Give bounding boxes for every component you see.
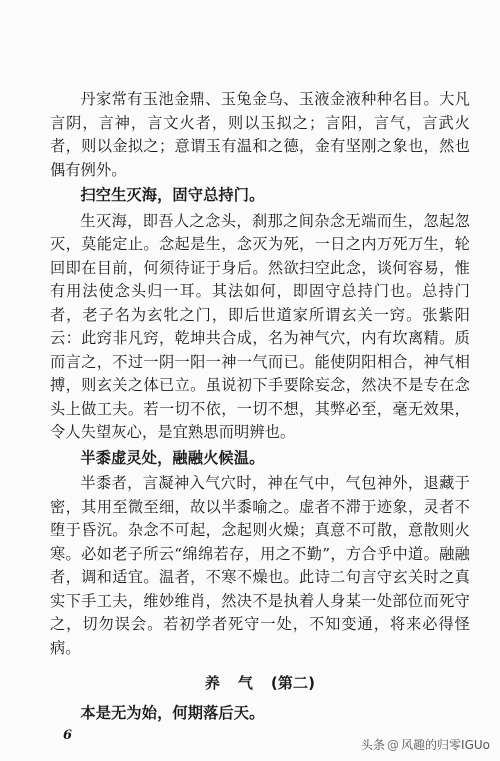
verse-heading-3: 本是无为始，何期落后天。 bbox=[80, 703, 265, 722]
section-title bbox=[50, 672, 470, 696]
page-content bbox=[50, 88, 470, 727]
page-number: 6 bbox=[63, 728, 73, 743]
section-title-sub: (第二) bbox=[270, 674, 316, 692]
verse-heading-2: 半黍虚灵处，融融火候温。 bbox=[80, 448, 265, 467]
watermark-separator: @ bbox=[387, 737, 400, 752]
watermark bbox=[361, 736, 490, 753]
verse-heading-1: 扫空生灭海，固守总持门。 bbox=[80, 186, 265, 204]
paragraph-birth-death-sea: 生灭海，即吾人之念头，刹那之间杂念无端而生，忽起忽灭，莫能定止。念起是生，念灭为死，一日之内万死万生，轮回即在目前，何须待证于身后。然欲扫空此念，谈何容易，惟有用法使念头归一耳。其法如何，即固守总持门也。总持门者，老子名为玄牝之门，即后世道家所谓玄关一窍。张紫阳云：此窍非凡窍，乾坤共合成，名为神气穴，内有坎离精。质而言之，不过一阴一阳一神一气而已。能使阴阳相合，神气相搏，则玄关之体已立。虽说初下手要除妄念，然决不是专在念头上做工夫。若一切不依，一切不想，其弊必至，毫无效果，令人失望灰心，是宜熟思而明辨也。 bbox=[50, 211, 470, 441]
paragraph-half-grain: 半黍者，言凝神入气穴时，神在气中，气包神外，退藏于密，其用至微至细，故以半黍喻之。虚者不滞于迹象，灵者不堕于昏沉。杂念不可起，念起则火燥；真意不可散，意散则火寒。必如老子所云“绵绵若存，用之不勤”，方合乎中道。融融者，调和适宜。温者，不寒不燥也。此诗二句言守玄关时之真实下手工夫，维妙维肖，然决不是执着人身某一处部位而死守之，切勿误会。若初学者死守一处，不知变通，将来必得怪病。 bbox=[50, 474, 470, 657]
section-title-main: 养气 bbox=[204, 674, 271, 692]
watermark-platform: 头条 bbox=[361, 738, 386, 752]
paragraph-jade-gold: 丹家常有玉池金鼎、玉兔金乌、玉液金液种种名目。大凡言阴，言神，言文火者，则以玉拟之；言阳，言气，言武火者，则以金拟之；意谓玉有温和之德，金有坚刚之象也，然也偶有例外。 bbox=[50, 90, 470, 179]
watermark-author: 风趣的归零IGUo bbox=[401, 738, 490, 752]
